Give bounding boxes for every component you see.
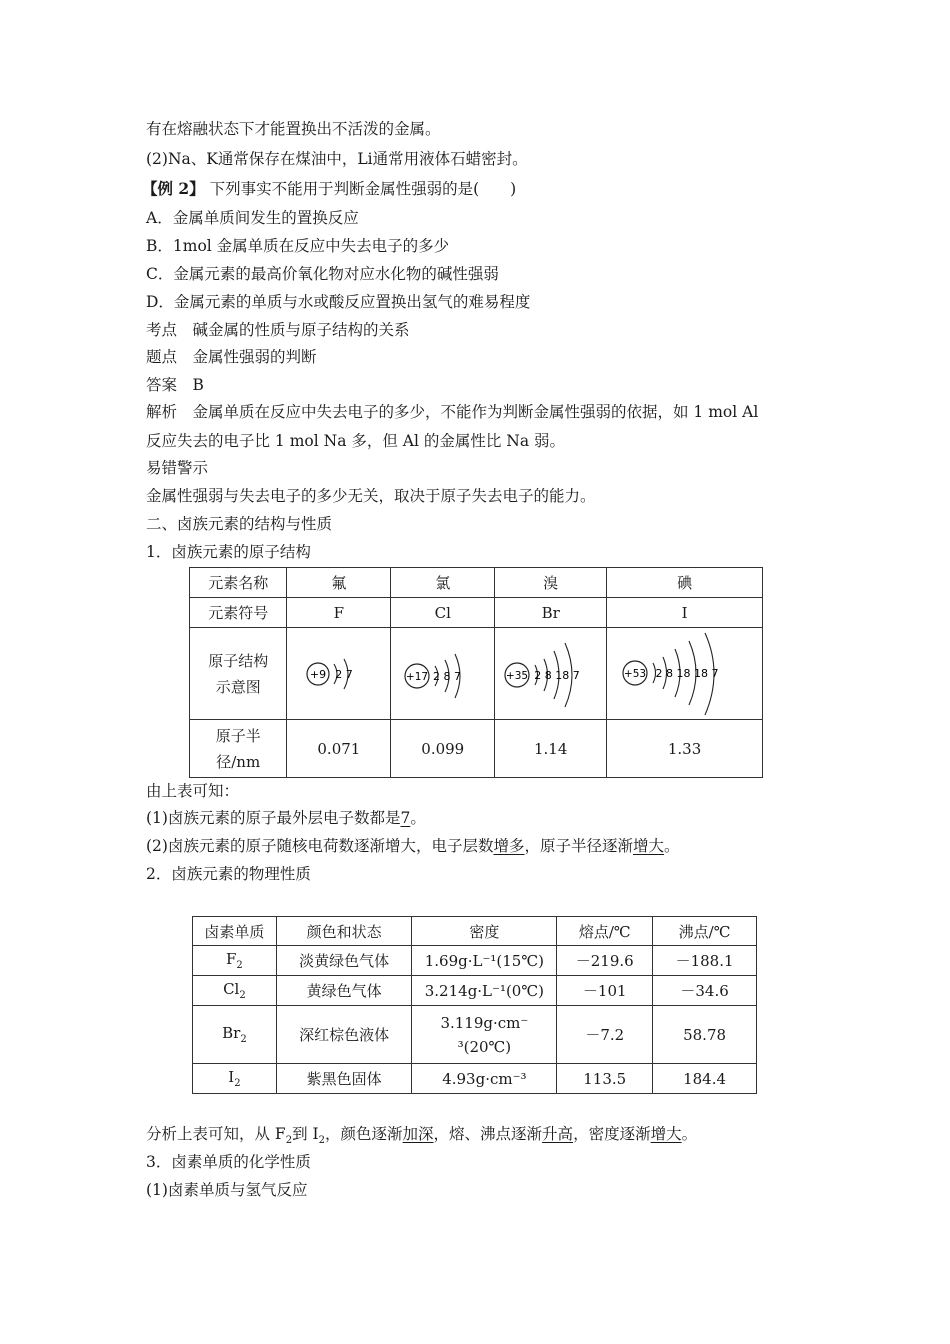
subscript: 2 xyxy=(285,1135,293,1147)
halogen-cell xyxy=(193,946,277,976)
melting-point-cell: －7.2 xyxy=(557,1006,653,1064)
table-row xyxy=(190,720,763,778)
melting-point-cell: －101 xyxy=(557,976,653,1006)
atomic-radius-cell: 1.33 xyxy=(607,720,763,778)
atom-diagram-cell xyxy=(391,628,495,720)
subsection-1-title: 1．卤族元素的原子结构 xyxy=(146,543,311,561)
fill-blank: 加深 xyxy=(402,1125,434,1143)
table-row xyxy=(190,568,763,598)
table-row xyxy=(190,628,763,720)
fill-blank: 增多 xyxy=(493,837,525,855)
row-header-line: 径/nm xyxy=(216,752,261,771)
density-cell: 3.214g·L⁻¹(0℃) xyxy=(412,976,557,1006)
option-a: A．金属单质间发生的置换反应 xyxy=(146,209,359,227)
element-symbol-cell: Cl xyxy=(391,598,495,628)
color-state-cell: 深红棕色液体 xyxy=(276,1006,412,1064)
density-cell xyxy=(412,1006,557,1064)
table-row xyxy=(193,1006,757,1064)
table-row xyxy=(193,1064,757,1094)
color-state-cell: 黄绿色气体 xyxy=(276,976,412,1006)
summary-point-1 xyxy=(146,808,426,828)
example-tag: 【例 2】 xyxy=(142,179,205,198)
element-name-cell: 氟 xyxy=(287,568,391,598)
analysis-line-2: 反应失去的电子比 1 mol Na 多，但 Al 的金属性比 Na 弱。 xyxy=(146,432,566,450)
text-span: 。 xyxy=(681,1125,698,1143)
table-row xyxy=(193,976,757,1006)
shell-electrons: 2 8 18 7 xyxy=(533,668,580,682)
answer: 答案 B xyxy=(146,376,204,394)
element-name-cell: 溴 xyxy=(495,568,607,598)
option-c: C．金属元素的最高价氧化物对应水化物的碱性强弱 xyxy=(146,265,499,283)
shell-electrons: 2 7 xyxy=(335,667,353,681)
element-text: Cl xyxy=(223,980,240,998)
shell-electrons: 2 8 7 xyxy=(432,669,461,683)
fill-blank: 升高 xyxy=(542,1125,574,1143)
row-header-line: 原子半 xyxy=(215,726,261,745)
atomic-structure-table xyxy=(189,567,763,778)
subsection-3-title: 3．卤素单质的化学性质 xyxy=(146,1153,311,1171)
option-b: B．1mol 金属单质在反应中失去电子的多少 xyxy=(146,237,450,255)
melting-point-cell: 113.5 xyxy=(557,1064,653,1094)
halogen-cell xyxy=(193,1006,277,1064)
nucleus-label: +53 xyxy=(623,667,646,680)
warning-text: 金属性强弱与失去电子的多少无关，取决于原子失去电子的能力。 xyxy=(146,487,596,505)
fluorine-atom-diagram xyxy=(294,634,384,714)
table-header-row xyxy=(193,917,757,946)
element-text: I xyxy=(228,1068,235,1086)
boiling-point-cell: 58.78 xyxy=(653,1006,757,1064)
iodine-atom-diagram xyxy=(615,629,755,719)
summary-title: 由上表可知： xyxy=(146,782,240,800)
boiling-point-cell: －188.1 xyxy=(653,946,757,976)
melting-point-cell: －219.6 xyxy=(557,946,653,976)
subscript: 2 xyxy=(240,1034,247,1045)
element-name-cell: 氯 xyxy=(391,568,495,598)
column-header: 颜色和状态 xyxy=(276,917,412,946)
warning-title: 易错警示 xyxy=(146,459,209,477)
atom-diagram-cell xyxy=(495,628,607,720)
subscript: 2 xyxy=(318,1135,325,1147)
atom-diagram-cell xyxy=(287,628,391,720)
halogen-cell xyxy=(193,1064,277,1094)
element-name-cell: 碘 xyxy=(607,568,763,598)
text-span: 到 I xyxy=(292,1125,319,1143)
color-state-cell: 淡黄绿色气体 xyxy=(276,946,412,976)
kaodian: 考点 碱金属的性质与原子结构的关系 xyxy=(146,321,410,339)
row-header-line: 原子结构 xyxy=(208,651,269,670)
nucleus-label: +17 xyxy=(405,670,428,683)
summary-point-2 xyxy=(146,836,680,856)
section-title: 二、卤族元素的结构与性质 xyxy=(146,515,333,533)
table-row xyxy=(193,946,757,976)
column-header: 熔点/℃ xyxy=(557,917,653,946)
text-span: ，熔、沸点逐渐 xyxy=(433,1125,543,1143)
atomic-radius-cell: 1.14 xyxy=(495,720,607,778)
row-header-line: 示意图 xyxy=(215,677,261,696)
density-line: ³(20℃) xyxy=(457,1037,512,1056)
color-state-cell: 紫黑色固体 xyxy=(276,1064,412,1094)
subscript: 2 xyxy=(236,960,243,971)
text-span: ，密度逐渐 xyxy=(573,1125,651,1143)
chlorine-atom-diagram xyxy=(395,634,491,714)
row-header: 元素符号 xyxy=(190,598,287,628)
subsection-2-title: 2．卤族元素的物理性质 xyxy=(146,865,311,883)
analysis-line-1: 解析 金属单质在反应中失去电子的多少，不能作为判断金属性强弱的依据，如 1 mol Al xyxy=(146,403,759,421)
intro-line-2: (2)Na、K通常保存在煤油中，Li通常用液体石蜡密封。 xyxy=(146,150,528,168)
text-span: ，原子半径逐渐 xyxy=(524,837,633,855)
density-cell: 1.69g·L⁻¹(15℃) xyxy=(412,946,557,976)
summary-2 xyxy=(146,1124,697,1151)
element-text: Br xyxy=(222,1024,241,1042)
nucleus-label: +9 xyxy=(309,667,326,681)
fill-blank: 增大 xyxy=(633,837,665,855)
element-text: F xyxy=(226,950,237,968)
example-question-text: 下列事实不能用于判断金属性强弱的是( ) xyxy=(209,180,517,198)
subscript: 2 xyxy=(234,1078,241,1089)
density-line: 3.119g·cm⁻ xyxy=(440,1013,529,1032)
row-header xyxy=(190,720,287,778)
row-header xyxy=(190,628,287,720)
column-header: 沸点/℃ xyxy=(653,917,757,946)
option-d: D．金属元素的单质与水或酸反应置换出氢气的难易程度 xyxy=(146,293,531,311)
physical-properties-table xyxy=(192,916,757,1094)
intro-line-1: 有在熔融状态下才能置换出不活泼的金属。 xyxy=(146,120,441,138)
text-span: 。 xyxy=(664,837,680,855)
subsection-3-1-title: (1)卤素单质与氢气反应 xyxy=(146,1181,308,1199)
fill-blank: 增大 xyxy=(650,1125,682,1143)
density-cell: 4.93g·cm⁻³ xyxy=(412,1064,557,1094)
boiling-point-cell: －34.6 xyxy=(653,976,757,1006)
element-symbol-cell: F xyxy=(287,598,391,628)
table-row xyxy=(190,598,763,628)
atomic-radius-cell: 0.071 xyxy=(287,720,391,778)
subscript: 2 xyxy=(239,990,246,1001)
atomic-radius-cell: 0.099 xyxy=(391,720,495,778)
nucleus-label: +35 xyxy=(505,669,528,682)
row-header: 元素名称 xyxy=(190,568,287,598)
text-span: (1)卤族元素的原子最外层电子数都是 xyxy=(146,809,401,827)
tidian: 题点 金属性强弱的判断 xyxy=(146,348,317,366)
boiling-point-cell: 184.4 xyxy=(653,1064,757,1094)
halogen-cell xyxy=(193,976,277,1006)
atom-diagram-cell xyxy=(607,628,763,720)
text-span: 。 xyxy=(410,809,426,827)
fill-blank: 7 xyxy=(400,809,411,827)
text-span: 分析上表可知，从 F xyxy=(146,1125,286,1143)
bromine-atom-diagram xyxy=(499,631,603,717)
example-question xyxy=(142,179,516,199)
column-header: 卤素单质 xyxy=(193,917,277,946)
text-span: (2)卤族元素的原子随核电荷数逐渐增大，电子层数 xyxy=(146,837,494,855)
element-symbol-cell: Br xyxy=(495,598,607,628)
text-span: ，颜色逐渐 xyxy=(325,1125,403,1143)
shell-electrons: 2 8 18 18 7 xyxy=(655,666,719,680)
column-header: 密度 xyxy=(412,917,557,946)
element-symbol-cell: I xyxy=(607,598,763,628)
